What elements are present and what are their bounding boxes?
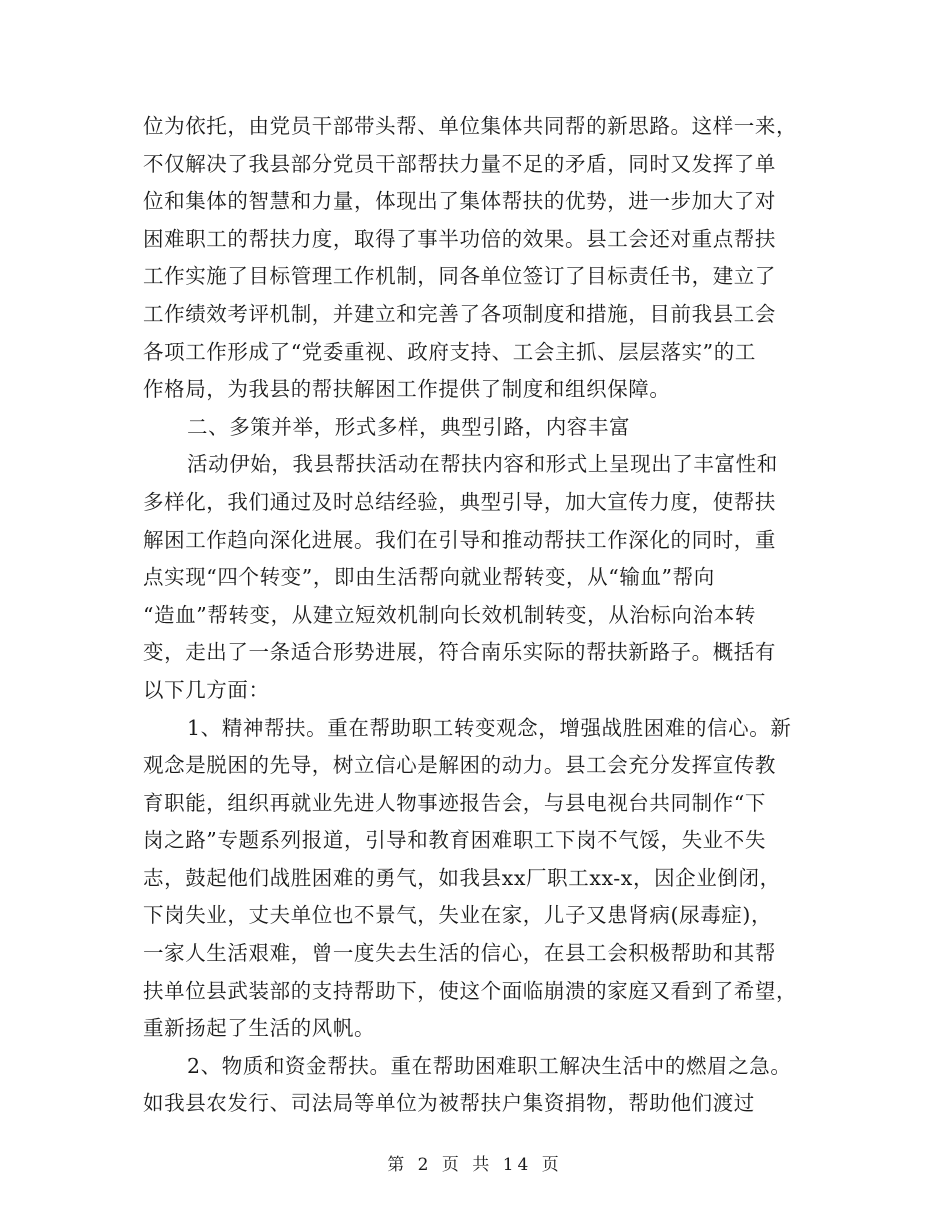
text-line: 多样化，我们通过及时总结经验，典型引导，加大宣传力度，使帮扶 xyxy=(143,489,776,514)
text-line: 育职能，组织再就业先进人物事迹报告会，与县电视台共同制作“下 xyxy=(143,790,766,815)
text-line: 扶单位县武装部的支持帮助下，使这个面临崩溃的家庭又看到了希望， xyxy=(143,978,798,1003)
text-line: 各项工作形成了“党委重视、政府支持、工会主抓、层层落实”的工 xyxy=(143,339,756,364)
text-line: 以下几方面： xyxy=(143,677,270,702)
text-line: 位和集体的智慧和力量，体现出了集体帮扶的优势，进一步加大了对 xyxy=(143,189,776,214)
text-line: 点实现“四个转变”，即由生活帮向就业帮转变，从“输血”帮向 xyxy=(143,565,715,590)
text-line: 工作绩效考评机制，并建立和完善了各项制度和措施，目前我县工会 xyxy=(143,301,776,326)
text-line: 岗之路”专题系列报道，引导和教育困难职工下岗不气馁，失业不失 xyxy=(143,828,766,853)
footer-middle: 页 共 xyxy=(441,1155,494,1175)
text-line: 作格局，为我县的帮扶解困工作提供了制度和组织保障。 xyxy=(143,377,671,402)
footer-total-pages: 14 xyxy=(502,1155,533,1175)
text-line: 下岗失业，丈夫单位也不景气，失业在家，儿子又患肾病(尿毒症)， xyxy=(143,903,773,928)
footer-prefix: 第 xyxy=(387,1155,409,1175)
text-line: “造血”帮转变，从建立短效机制向长效机制转变，从治标向治本转 xyxy=(143,602,756,627)
text-line: 解困工作趋向深化进展。我们在引导和推动帮扶工作深化的同时，重 xyxy=(143,527,776,552)
text-line: 如我县农发行、司法局等单位为被帮扶户集资捐物，帮助他们渡过 xyxy=(143,1091,755,1116)
text-line: 困难职工的帮扶力度，取得了事半功倍的效果。县工会还对重点帮扶 xyxy=(143,226,776,251)
text-line: 重新扬起了生活的风帆。 xyxy=(143,1016,376,1041)
page-footer xyxy=(0,1150,950,1175)
text-line: 志，鼓起他们战胜困难的勇气，如我县xx厂职工xx-x，因企业倒闭， xyxy=(143,865,781,890)
text-line: 一家人生活艰难，曾一度失去生活的信心，在县工会积极帮助和其帮 xyxy=(143,941,776,966)
text-line: 工作实施了目标管理工作机制，同各单位签订了目标责任书，建立了 xyxy=(143,264,776,289)
text-line: 不仅解决了我县部分党员干部帮扶力量不足的矛盾，同时又发挥了单 xyxy=(143,151,776,176)
text-line: 观念是脱困的先导，树立信心是解困的动力。县工会充分发挥宣传教 xyxy=(143,753,776,778)
body-text xyxy=(143,108,813,1123)
text-line: 1、精神帮扶。重在帮助职工转变观念，增强战胜困难的信心。新 xyxy=(187,715,792,740)
section-heading: 二、多策并举，形式多样，典型引路，内容丰富 xyxy=(187,414,631,439)
footer-current-page: 2 xyxy=(417,1155,433,1175)
text-line: 活动伊始，我县帮扶活动在帮扶内容和形式上呈现出了丰富性和 xyxy=(187,452,778,477)
footer-suffix: 页 xyxy=(541,1155,563,1175)
text-line: 位为依托，由党员干部带头帮、单位集体共同帮的新思路。这样一来， xyxy=(143,114,798,138)
text-line: 变，走出了一条适合形势进展，符合南乐实际的帮扶新路子。概括有 xyxy=(143,640,776,665)
text-line: 2、物质和资金帮扶。重在帮助困难职工解决生活中的燃眉之急。 xyxy=(187,1053,792,1078)
